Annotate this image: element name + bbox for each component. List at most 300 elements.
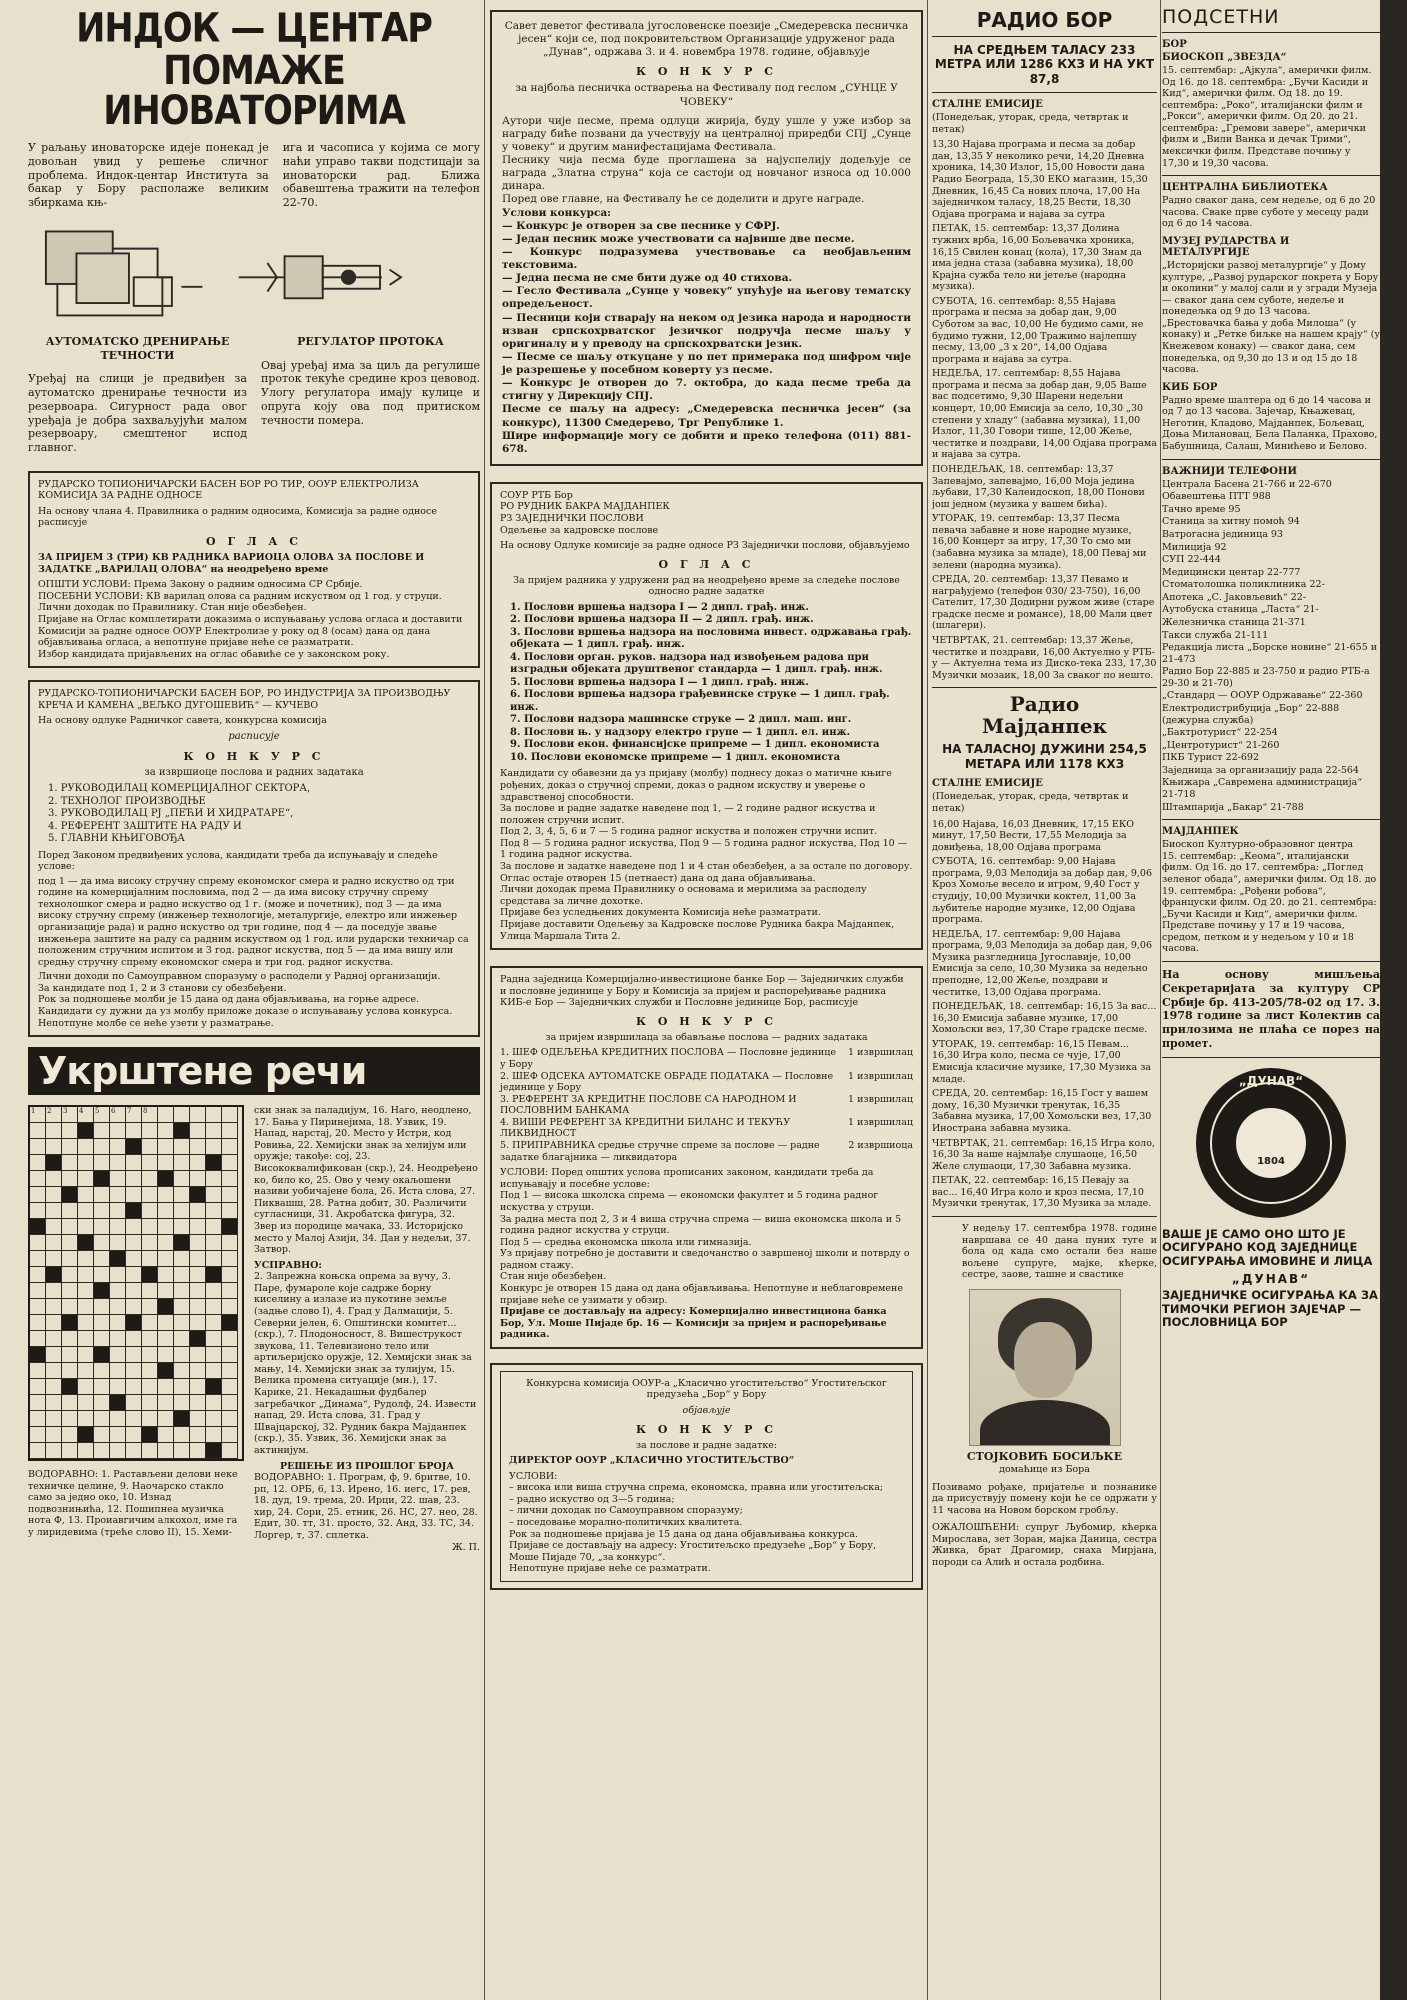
crossword-cell[interactable] [142, 1331, 158, 1347]
crossword-cell[interactable] [110, 1331, 126, 1347]
crossword-cell[interactable] [94, 1395, 110, 1411]
crossword-cell[interactable] [30, 1187, 46, 1203]
crossword-cell[interactable] [46, 1347, 62, 1363]
crossword-cell[interactable] [110, 1363, 126, 1379]
crossword-cell[interactable] [78, 1299, 94, 1315]
crossword-cell[interactable] [78, 1267, 94, 1283]
phone-line: ПКБ Турист 22-692 [1162, 752, 1260, 764]
crossword-cell[interactable] [174, 1283, 190, 1299]
crossword-cell[interactable] [190, 1107, 206, 1123]
crossword-cell[interactable] [110, 1155, 126, 1171]
crossword-cell[interactable] [142, 1395, 158, 1411]
crossword-cell[interactable] [190, 1139, 206, 1155]
crossword-cell[interactable] [222, 1299, 238, 1315]
crossword-cell[interactable] [94, 1251, 110, 1267]
crossword-cell[interactable] [30, 1379, 46, 1395]
crossword-cell[interactable]: 6 [110, 1107, 126, 1123]
crossword-cell[interactable] [158, 1411, 174, 1427]
crossword-cell[interactable] [174, 1267, 190, 1283]
radio-majdanpek-title-2: Мајданпек [981, 714, 1108, 739]
crossword-cell[interactable] [110, 1379, 126, 1395]
crossword-cell[interactable] [94, 1299, 110, 1315]
crossword-cell[interactable] [126, 1347, 142, 1363]
crossword-cell[interactable] [206, 1315, 222, 1331]
sj-info: Шире информације могу се добити и преко телефона (011) 881-678. [502, 429, 911, 455]
crossword-cell[interactable] [158, 1443, 174, 1459]
crossword-cell[interactable] [190, 1251, 206, 1267]
crossword-cell[interactable] [190, 1363, 206, 1379]
crossword-cell[interactable] [62, 1155, 78, 1171]
radio-majdanpek-daily: 16,00 Најава, 16,03 Дневник, 17,15 ЕКО минут, 17,50 Вести, 17,55 Мелодија за довиђења, 18,00 Одјава програма [932, 818, 1135, 853]
crossword-cell[interactable] [110, 1283, 126, 1299]
crossword-cell[interactable] [222, 1443, 238, 1459]
crossword-cell[interactable] [46, 1251, 62, 1267]
crossword-cell[interactable] [190, 1411, 206, 1427]
crossword-cell[interactable] [142, 1379, 158, 1395]
crossword-cell[interactable] [30, 1427, 46, 1443]
crossword-cell[interactable] [110, 1427, 126, 1443]
crossword-cell[interactable] [94, 1123, 110, 1139]
radio-majdanpek-day: ПОНЕДЕЉАК, 18. септембар: 16,15 За вас... 16,30 Емисија забавне музике, 17,00 Хомољски вез, 17,30 Старе градске песме. [932, 1001, 1157, 1036]
crossword-cell[interactable] [110, 1171, 126, 1187]
crossword-cell[interactable] [78, 1411, 94, 1427]
central-library-hours: Радно сваког дана, сем недеље, од 6 до 20 часова. Сваке прве суботе у месецу ради од 6 до 14 часова. [1162, 195, 1376, 230]
crossword-cell[interactable] [158, 1283, 174, 1299]
crossword-cell[interactable] [126, 1395, 142, 1411]
crossword-cell[interactable] [158, 1427, 174, 1443]
crossword-cell[interactable] [30, 1267, 46, 1283]
ad2-item: 1. РУКОВОДИЛАЦ КОМЕРЦИЈАЛНОГ СЕКТОРА, [48, 783, 311, 794]
crossword-cell[interactable] [62, 1251, 78, 1267]
crossword-cell[interactable] [158, 1123, 174, 1139]
crossword-cell[interactable] [46, 1363, 62, 1379]
crossword-cell[interactable] [190, 1379, 206, 1395]
crossword-cell[interactable] [142, 1203, 158, 1219]
crossword-cell[interactable] [158, 1379, 174, 1395]
crossword-cell[interactable] [30, 1299, 46, 1315]
crossword-cell[interactable] [222, 1235, 238, 1251]
crossword-cell[interactable] [206, 1331, 222, 1347]
phone-line: СУП 22-444 [1162, 554, 1221, 566]
crossword-cell[interactable] [222, 1347, 238, 1363]
crossword-cell[interactable] [110, 1219, 126, 1235]
crossword-cell[interactable] [174, 1331, 190, 1347]
crossword-cell[interactable] [62, 1123, 78, 1139]
crossword-cell[interactable] [158, 1203, 174, 1219]
crossword-cell[interactable] [222, 1379, 238, 1395]
crossword-cell[interactable] [46, 1203, 62, 1219]
crossword-cell[interactable] [222, 1203, 238, 1219]
crossword-cell[interactable] [158, 1187, 174, 1203]
crossword-cell[interactable] [94, 1379, 110, 1395]
crossword-cell[interactable] [206, 1363, 222, 1379]
crossword-cell[interactable] [78, 1219, 94, 1235]
crossword-cell[interactable] [174, 1443, 190, 1459]
crossword-cell[interactable] [78, 1315, 94, 1331]
crossword-cell[interactable] [30, 1123, 46, 1139]
crossword-cell[interactable] [30, 1331, 46, 1347]
crossword-cell[interactable] [78, 1171, 94, 1187]
crossword-black-cell [222, 1315, 238, 1331]
crossword-cell[interactable] [206, 1203, 222, 1219]
crossword-cell[interactable] [190, 1155, 206, 1171]
crossword-cell[interactable] [174, 1379, 190, 1395]
crossword-cell[interactable] [78, 1187, 94, 1203]
crossword-cell[interactable] [110, 1139, 126, 1155]
crossword-cell[interactable] [78, 1347, 94, 1363]
crossword-cell[interactable] [206, 1347, 222, 1363]
crossword-cell[interactable] [190, 1427, 206, 1443]
crossword-cell[interactable] [62, 1235, 78, 1251]
crossword-cell[interactable] [190, 1315, 206, 1331]
crossword-grid[interactable] [28, 1105, 244, 1461]
crossword-cell[interactable] [142, 1251, 158, 1267]
crossword-cell[interactable] [174, 1347, 190, 1363]
crossword-cell[interactable] [158, 1395, 174, 1411]
crossword-black-cell [94, 1171, 110, 1187]
sj-cond: — Једна песма не сме бити дуже од 40 стихова. [502, 272, 793, 285]
radio-bor-regular-head: СТАЛНЕ ЕМИСИЈЕ [932, 99, 1043, 111]
crossword-cell[interactable] [110, 1299, 126, 1315]
crossword-cell[interactable] [46, 1443, 62, 1459]
crossword-cell[interactable] [206, 1187, 222, 1203]
crossword-cell[interactable] [174, 1299, 190, 1315]
crossword-cell[interactable] [222, 1411, 238, 1427]
crossword-cell[interactable] [142, 1123, 158, 1139]
caption-left-title: АУТОМАТСКО ДРЕНИРАЊЕ ТЕЧНОСТИ [45, 334, 230, 362]
crossword-cell[interactable] [30, 1203, 46, 1219]
crossword-cell[interactable] [174, 1139, 190, 1155]
crossword-cell[interactable] [142, 1219, 158, 1235]
crossword-cell[interactable] [110, 1347, 126, 1363]
crossword-cell[interactable]: 1 [30, 1107, 46, 1123]
crossword-cell[interactable] [126, 1187, 142, 1203]
crossword-cell[interactable] [94, 1155, 110, 1171]
crossword-cell[interactable] [94, 1235, 110, 1251]
crossword-cell[interactable] [126, 1443, 142, 1459]
radio-majdanpek-regular-days: (Понедељак, уторак, среда, четвртак и петак) [932, 791, 1129, 814]
ad1-kind: О Г Л А С [206, 535, 302, 549]
crossword-cell[interactable] [46, 1219, 62, 1235]
crossword-cell[interactable] [110, 1443, 126, 1459]
crossword-cell[interactable] [78, 1363, 94, 1379]
rtb-p6: Оглас остаје отворен 15 (петнаест) дана од дана објављивања. [500, 872, 816, 884]
crossword-cell[interactable] [78, 1203, 94, 1219]
crossword-cell[interactable] [190, 1443, 206, 1459]
crossword-cell[interactable] [190, 1171, 206, 1187]
crossword-cell[interactable] [174, 1363, 190, 1379]
crossword-cell[interactable] [190, 1283, 206, 1299]
crossword-cell[interactable] [142, 1187, 158, 1203]
crossword-cell[interactable] [30, 1411, 46, 1427]
crossword-cell[interactable] [126, 1155, 142, 1171]
crossword-cell[interactable] [206, 1235, 222, 1251]
crossword-cell[interactable] [142, 1363, 158, 1379]
crossword-cell[interactable] [222, 1187, 238, 1203]
crossword-cell[interactable] [126, 1299, 142, 1315]
crossword-cell[interactable] [30, 1283, 46, 1299]
obituary-text: У недељу 17. септембра 1978. године навршава се 40 дана пуних туге и бола од када смо остали без наше вољене супруге, мајке, кћерке, сестре, заове, ташне и свастике [962, 1223, 1157, 1281]
crossword-cell[interactable] [158, 1235, 174, 1251]
crossword-cell[interactable] [206, 1427, 222, 1443]
crossword-cell[interactable] [62, 1411, 78, 1427]
crossword-cell[interactable] [206, 1251, 222, 1267]
crossword-cell[interactable] [78, 1283, 94, 1299]
crossword-cell[interactable] [62, 1443, 78, 1459]
crossword-cell[interactable] [174, 1187, 190, 1203]
crossword-cell[interactable] [46, 1139, 62, 1155]
crossword-cell[interactable] [206, 1283, 222, 1299]
crossword-cell[interactable] [190, 1267, 206, 1283]
crossword-cell[interactable] [46, 1171, 62, 1187]
crossword-cell[interactable] [110, 1123, 126, 1139]
crossword-cell[interactable] [142, 1443, 158, 1459]
crossword-cell[interactable] [174, 1427, 190, 1443]
crossword-cell[interactable]: 5 [94, 1107, 110, 1123]
crossword-cell[interactable] [126, 1411, 142, 1427]
crossword-cell[interactable] [158, 1267, 174, 1283]
crossword-cell[interactable]: 7 [126, 1107, 142, 1123]
ug-title: ДИРЕКТОР ООУР „КЛАСИЧНО УГОСТИТЕЉСТВО“ [509, 1455, 795, 1467]
crossword-cell[interactable] [30, 1139, 46, 1155]
headline-line-1: ИНДОК — ЦЕНТАР [76, 5, 432, 52]
crossword-cell[interactable] [158, 1155, 174, 1171]
crossword-cell[interactable] [110, 1235, 126, 1251]
crossword-cell[interactable] [142, 1235, 158, 1251]
crossword-cell[interactable] [62, 1331, 78, 1347]
crossword-cell[interactable] [126, 1219, 142, 1235]
crossword-cell[interactable] [62, 1267, 78, 1283]
radio-bor-day: ПОНЕДЕЉАК, 18. септембар: 13,37 Запевајмо, запевајмо, 16,00 Моја једина љубави, 17,30 Калеидоскоп, 18,00 Понови још једном (музика у вашем бића). [932, 463, 1145, 510]
crossword-cell[interactable] [158, 1251, 174, 1267]
crossword-cell[interactable]: 4 [78, 1107, 94, 1123]
crossword-cell[interactable] [94, 1203, 110, 1219]
crossword-down: 2. Запрежна коњска опрема за вучу, 3. Паре, фумароле које садрже борну киселину а излазе из пукотине земље (задње слово I), 4. Град у Далмацији, 5. Северни јелен, 6. Општински комитет... (скр.), 7. Плодоносност, 8. Вишеструкост звукова, 11. Телевизионо тело или артиљеријско оружје, 12. Хемијски знак за мању, 14. Хемијски знак за тулијум, 15. Велика промена ситуације (мн.), 17. Карике, 21. Некадашњи фудбалер загребачког „Динама“, Рудолф, 24. Извести напад, 29. Иста слова, 31. Град у Швајцарској, 32. Рудник бакра Мајданпек (скр.), 35. Узвик, 36. Хемијски знак за актинијум. [254, 1271, 477, 1456]
crossword-cell[interactable] [222, 1171, 238, 1187]
crossword-cell[interactable] [174, 1219, 190, 1235]
phone-line: Такси служба 21-111 [1162, 629, 1269, 641]
crossword-cell[interactable] [222, 1283, 238, 1299]
crossword-black-cell [158, 1171, 174, 1187]
crossword-cell[interactable] [126, 1235, 142, 1251]
crossword-cell[interactable] [30, 1315, 46, 1331]
crossword-cell[interactable] [222, 1139, 238, 1155]
crossword-cell[interactable] [62, 1427, 78, 1443]
reminder-majdanpek: МАЈДАНПЕК [1162, 826, 1239, 838]
crossword-cell[interactable] [78, 1443, 94, 1459]
crossword-cell[interactable] [94, 1427, 110, 1443]
crossword-cell[interactable] [190, 1299, 206, 1315]
crossword-cell[interactable] [62, 1299, 78, 1315]
crossword-cell[interactable] [110, 1315, 126, 1331]
crossword-cell[interactable] [190, 1123, 206, 1139]
crossword-black-cell [174, 1123, 190, 1139]
crossword-cell[interactable] [62, 1203, 78, 1219]
rtb-item: 1. Послови вршења надзора I — 2 дипл. грађ. инж. [510, 601, 809, 613]
crossword-cell[interactable] [174, 1315, 190, 1331]
crossword-cell[interactable] [110, 1187, 126, 1203]
crossword-cell[interactable] [62, 1219, 78, 1235]
crossword-cell[interactable] [206, 1219, 222, 1235]
crossword-cell[interactable] [190, 1219, 206, 1235]
crossword-cell[interactable] [222, 1331, 238, 1347]
crossword-cell[interactable] [126, 1267, 142, 1283]
crossword-cell[interactable] [206, 1107, 222, 1123]
crossword-cell[interactable] [78, 1379, 94, 1395]
crossword-cell[interactable] [110, 1411, 126, 1427]
column-rule [1160, 0, 1161, 2000]
crossword-cell[interactable] [142, 1347, 158, 1363]
crossword-cell[interactable] [94, 1187, 110, 1203]
crossword-cell[interactable] [126, 1363, 142, 1379]
crossword-cell[interactable] [158, 1315, 174, 1331]
crossword-cell[interactable] [46, 1411, 62, 1427]
crossword-cell[interactable] [142, 1411, 158, 1427]
crossword-cell[interactable] [94, 1331, 110, 1347]
radio-bor-frequency: НА СРЕДЊЕМ ТАЛАСУ 233 МЕТРА ИЛИ 1286 КХЗ И НА УКТ 87,8 [934, 43, 1155, 86]
crossword-cell[interactable] [158, 1107, 174, 1123]
crossword-cell[interactable] [190, 1235, 206, 1251]
crossword-cell[interactable] [30, 1251, 46, 1267]
crossword-cell[interactable]: 2 [46, 1107, 62, 1123]
radio-majdanpek-day: СУБОТА, 16. септембар: 9,00 Најава програма, 9,03 Мелодија за добар дан, 9,06 Кроз Хомоље весело и игром, 9,40 Гост у студију, 10,00 Музички коктел, 11,00 За љубитеље народне музике, 12,00 Одјава програма. [932, 856, 1152, 926]
crossword-cell[interactable] [110, 1267, 126, 1283]
crossword-cell[interactable] [46, 1123, 62, 1139]
crossword-cell[interactable] [142, 1315, 158, 1331]
ad2-item: 2. ТЕХНОЛОГ ПРОИЗВОДЊЕ [48, 795, 206, 807]
crossword-cell[interactable] [158, 1139, 174, 1155]
crossword-cell[interactable] [206, 1171, 222, 1187]
crossword-cell[interactable] [62, 1363, 78, 1379]
crossword-cell[interactable] [174, 1395, 190, 1411]
crossword-cell[interactable] [142, 1139, 158, 1155]
crossword-cell[interactable] [126, 1379, 142, 1395]
crossword-black-cell [126, 1315, 142, 1331]
crossword-cell[interactable] [94, 1363, 110, 1379]
crossword-cell[interactable] [94, 1443, 110, 1459]
crossword-cell[interactable] [126, 1331, 142, 1347]
crossword-cell[interactable] [174, 1107, 190, 1123]
crossword-cell[interactable] [158, 1347, 174, 1363]
crossword-cell[interactable] [30, 1443, 46, 1459]
crossword-cell[interactable] [222, 1427, 238, 1443]
crossword-cell[interactable] [206, 1411, 222, 1427]
phone-line: „Бактротурист“ 22-254 [1162, 727, 1278, 739]
crossword-cell[interactable] [94, 1315, 110, 1331]
crossword-cell[interactable] [126, 1427, 142, 1443]
crossword-cell[interactable] [46, 1395, 62, 1411]
crossword-cell[interactable] [206, 1123, 222, 1139]
crossword-cell[interactable] [174, 1171, 190, 1187]
crossword-cell[interactable] [30, 1363, 46, 1379]
crossword-cell[interactable] [78, 1395, 94, 1411]
crossword-cell[interactable] [46, 1299, 62, 1315]
crossword-cell[interactable] [126, 1123, 142, 1139]
crossword-cell[interactable] [126, 1283, 142, 1299]
crossword-cell[interactable] [46, 1235, 62, 1251]
crossword-black-cell [126, 1203, 142, 1219]
crossword-cell[interactable] [94, 1219, 110, 1235]
sj-cond: — Конкурс подразумева учествовање са необјављеним текстовима. [502, 245, 911, 271]
crossword-cell[interactable] [46, 1283, 62, 1299]
crossword-cell[interactable] [46, 1331, 62, 1347]
crossword-cell[interactable] [206, 1299, 222, 1315]
crossword-black-cell [190, 1331, 206, 1347]
crossword-cell[interactable] [78, 1155, 94, 1171]
crossword-cell[interactable] [46, 1379, 62, 1395]
crossword-cell[interactable] [30, 1171, 46, 1187]
crossword-cell[interactable] [206, 1139, 222, 1155]
crossword-cell[interactable] [62, 1395, 78, 1411]
crossword-cell[interactable] [222, 1267, 238, 1283]
crossword-cell[interactable]: 8 [142, 1107, 158, 1123]
insurance-branch: ЗАЈЕДНИЧКЕ ОСИГУРАЊА КА ЗА ТИМОЧКИ РЕГИОН ЗАЈЕЧАР — ПОСЛОВНИЦА БОР [1162, 1287, 1378, 1330]
reminder-bor: БОР [1162, 39, 1187, 50]
crossword-cell[interactable] [62, 1171, 78, 1187]
crossword-cell[interactable] [30, 1235, 46, 1251]
crossword-cell[interactable] [190, 1395, 206, 1411]
crossword-cell[interactable] [30, 1395, 46, 1411]
crossword-cell[interactable] [46, 1427, 62, 1443]
crossword-cell[interactable] [94, 1411, 110, 1427]
crossword-cell[interactable] [206, 1395, 222, 1411]
crossword-cell[interactable] [62, 1139, 78, 1155]
crossword-cell[interactable] [174, 1203, 190, 1219]
crossword-cell[interactable] [62, 1283, 78, 1299]
crossword-cell[interactable] [94, 1267, 110, 1283]
crossword-cell[interactable] [174, 1155, 190, 1171]
phone-line: Централа Басена 21-766 и 22-670 [1162, 478, 1332, 490]
crossword-cell[interactable] [222, 1155, 238, 1171]
crossword-cell[interactable] [158, 1219, 174, 1235]
crossword-cell[interactable] [174, 1251, 190, 1267]
crossword-cell[interactable] [222, 1395, 238, 1411]
crossword-cell[interactable] [30, 1155, 46, 1171]
kib-p6: Стан није обезбеђен. [500, 1271, 607, 1283]
crossword-cell[interactable] [142, 1299, 158, 1315]
crossword-cell[interactable] [158, 1331, 174, 1347]
radio-majdanpek-day: УТОРАК, 19. септембар: 16,15 Певам... 16,30 Игра коло, песма се чује, 17,00 Емисија класичне музике, 17,30 Музика за младе. [932, 1038, 1152, 1085]
crossword-cell[interactable] [46, 1187, 62, 1203]
reminder-title: ПОДСЕТНИ [1162, 6, 1380, 33]
crossword-cell[interactable] [222, 1363, 238, 1379]
crossword-cell[interactable] [222, 1251, 238, 1267]
crossword-cell[interactable] [126, 1171, 142, 1187]
crossword-cell[interactable] [110, 1203, 126, 1219]
crossword-cell[interactable] [78, 1331, 94, 1347]
crossword-cell[interactable] [190, 1203, 206, 1219]
crossword-solution-down: ВОДОРАВНО: 1. Програм, ф, 9. бритве, 10. рп, 12. ОРБ, 6, 13. Ирено, 16. иегс, 17. рев, 18. дуд, 19. трема, 20. Ирци, 22. шав, 23. хир, 24. Сори, 25. етник, 26. НС, 27. нео, 28. Едит, 30. тт, 31. просто, 32. Анд, 33. ТС, 34. Лоргер, т, 37. сплетка. [254, 1472, 478, 1541]
crossword-cell[interactable] [190, 1347, 206, 1363]
crossword-cell[interactable] [78, 1251, 94, 1267]
phone-line: Железничка станица 21-371 [1162, 616, 1306, 628]
crossword-cell[interactable] [222, 1123, 238, 1139]
crossword-cell[interactable] [142, 1283, 158, 1299]
crossword-cell[interactable] [46, 1315, 62, 1331]
crossword-cell[interactable]: 3 [62, 1107, 78, 1123]
crossword-cell[interactable] [94, 1139, 110, 1155]
crossword-black-cell [206, 1267, 222, 1283]
crossword-cell[interactable] [62, 1347, 78, 1363]
crossword-cell[interactable] [142, 1171, 158, 1187]
crossword-cell[interactable] [222, 1107, 238, 1123]
ad1-body5: Избор кандидата пријављених на оглас обавиће се у законском року. [38, 648, 390, 660]
crossword-cell[interactable] [142, 1155, 158, 1171]
phone-line: Апотека „С. Јаковљевић“ 22- [1162, 591, 1307, 603]
crossword-cell[interactable] [78, 1139, 94, 1155]
ug-kind: К О Н К У Р С [636, 1422, 777, 1436]
crossword-cell[interactable] [126, 1251, 142, 1267]
